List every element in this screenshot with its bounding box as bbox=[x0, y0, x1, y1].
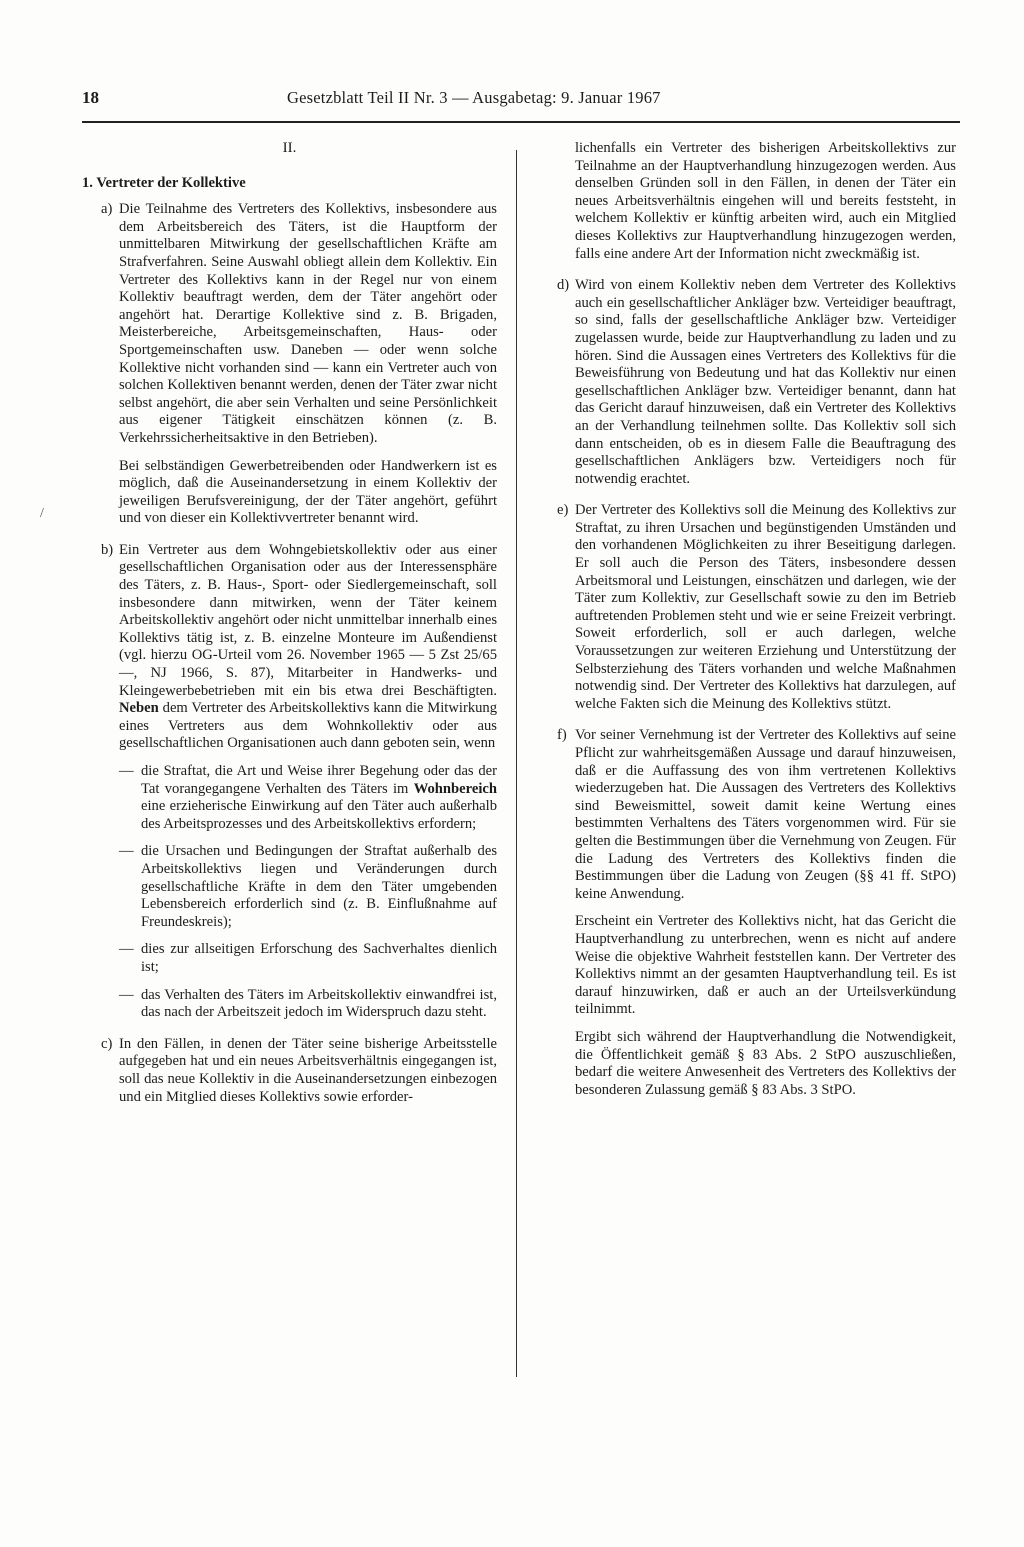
item-label: d) bbox=[557, 277, 570, 294]
item-c bbox=[82, 1036, 497, 1106]
item-d bbox=[538, 277, 956, 488]
dash-list-item bbox=[119, 941, 497, 976]
bold-text: Neben bbox=[119, 700, 159, 717]
paragraph: In den Fällen, in denen der Täter seine bisherige Arbeitsstelle aufgegeben hat und ein neues Arbeitsverhältnis eingegangen ist, soll das neue Kollektiv in die Auseinandersetzungen einbezogen und ein Mitglied dieses Kollektivs sowie erforder- bbox=[119, 1035, 497, 1105]
dash-bullet: — bbox=[119, 843, 134, 860]
running-title: Gesetzblatt Teil II Nr. 3 — Ausgabetag: 9. Januar 1967 bbox=[287, 88, 661, 107]
text-run: Ein Vertreter aus dem Wohngebietskollektiv oder aus einer gesellschaftlichen Organisation oder aus der Interessensphäre des Täters, z. B. Haus-, Sport- oder Siedlergemeinschaft, soll insbesondere dann mitwirken, wenn der Täter keinem Arbeitskollektiv angehört oder nicht unmittelbar innerhalb eines Kollektivs tätig ist, z. B. einzelne Monteure im Außendienst (vgl. hierzu OG-Urteil vom 26. November 1965 — 5 Zst 25/65 —, NJ 1966, S. 87), Mitarbeiter in Handwerks- und Kleingewerbebetrieben mit ein bis etwa drei Beschäftigten. bbox=[119, 541, 497, 699]
margin-mark: / bbox=[40, 506, 44, 521]
column-divider bbox=[516, 150, 517, 1377]
item-label: b) bbox=[101, 541, 114, 558]
item-label: c) bbox=[101, 1035, 113, 1052]
dash-bullet: — bbox=[119, 941, 134, 958]
dash-list-item bbox=[119, 763, 497, 833]
paragraph: Ergibt sich während der Hauptverhandlung die Notwendigkeit, die Öffentlichkeit gemäß § 83 Abs. 2 StPO auszuschließen, bedarf die weitere Anwesenheit des Vertreters des Kollektivs der besonderen Zulassung gemäß § 83 Abs. 3 StPO. bbox=[575, 1028, 956, 1098]
paragraph: Die Teilnahme des Vertreters des Kollektivs, insbesondere aus dem Arbeitsbereich des Täters, ist die Hauptform der unmittelbaren Mitwirkung der gesellschaftlichen Kräfte am Strafverfahren. Seine Auswahl obliegt allein dem Kollektiv. Ein Vertreter des Kollektivs kann in der Regel nur von einem Kollektiv beauftragt werden, dem der Täter angehört oder angehört hat. Derartige Kollektive sind z. B. Brigaden, Meisterbereiche, Arbeitsgemeinschaften, Haus- oder Sportgemeinschaften usw. Daneben — oder wenn solche Kollektive nicht vorhanden sind — kann ein Vertreter auch von solchen Kollektiven benannt werden, denen der Täter zwar nicht selbst angehört, die aber sein Verhalten und seine Persönlichkeit aus eigener Tätigkeit einschätzen können (z. B. Verkehrssicherheitsaktive in den Betrieben). bbox=[119, 201, 497, 446]
item-e bbox=[538, 502, 956, 713]
header-rule bbox=[82, 121, 960, 123]
section-heading: 1. Vertreter der Kollektive bbox=[82, 174, 246, 191]
text-run: eine erzieherische Einwirkung auf den Täter auch außerhalb des Arbeitsprozesses und des Arbeitskollektivs erfordern; bbox=[141, 798, 497, 832]
spacer bbox=[538, 713, 956, 727]
paragraph: lichenfalls ein Vertreter des bisherigen Arbeitskollektivs zur Teilnahme an der Hauptverhandlung hinzugezogen werden. Aus denselben Gründen soll in den Fällen, in denen der Täter ein neues Arbeitsverhältnis eingehen will und bereits feststeht, in welchem Kollektiv er künftig arbeiten wird, auch ein Mitglied dieses Kollektivs zur Hauptverhandlung hinzugezogen werden, falls eine andere Art der Information nicht zweckmäßig ist. bbox=[575, 140, 956, 262]
dash-list-item bbox=[119, 987, 497, 1022]
paragraph: Der Vertreter des Kollektivs soll die Meinung des Kollektivs zur Straftat, zu ihren Ursachen und begünstigenden Umständen und den vorhandenen Möglichkeiten zu ihrer Beseitigung darlegen. Er soll auch die Person des Täters, insbesondere dessen Arbeitsmoral und Leistungen, einschätzen und darlegen, wie der Täter zum Kollektiv, zur Gesellschaft sowie zu den im Betrieb auftretenden Problemen steht und wie er seine Freizeit verbringt. Soweit erforderlich, soll er auch darlegen, welche Voraussetzungen zur weiteren Erziehung und Unterstützung der Selbsterziehung des Täters vorhanden und welche Maßnahmen notwendig sind. Der Vertreter des Kollektivs hat darzulegen, auf welche Fakten sich die Meinung des Kollektivs stützt. bbox=[575, 502, 956, 712]
page-header bbox=[82, 88, 958, 112]
item-label: a) bbox=[101, 201, 113, 218]
paragraph: Vor seiner Vernehmung ist der Vertreter des Kollektivs auf seine Pflicht zur wahrheitsgemäßen Aussage und darauf hinzuweisen, daß er die Auffassung des von ihm vertretenen Kollektivs wiederzugeben hat. Die Aussagen des Vertreters des Kollektivs sind Beweismittel, soweit damit keine Wertung eines bestimmten Verhaltens des Täters vorgenommen wird. Für sie gelten die Bestimmungen über die Vernehmung von Zeugen. Für die Ladung des Vertreters des Kollektivs finden die Bestimmungen über die Ladung von Zeugen (§§ 41 ff. StPO) keine Anwendung. bbox=[575, 727, 956, 902]
spacer bbox=[538, 488, 956, 502]
item-b bbox=[82, 542, 497, 1022]
section-number: II. bbox=[282, 140, 297, 156]
page-number: 18 bbox=[82, 88, 99, 107]
paragraph: Bei selbständigen Gewerbetreibenden oder Handwerkern ist es möglich, daß die Auseinandersetzung in einem Kollektiv der jeweiligen Berufsvereinigung, der der Täter angehört, geführt und von dieser ein Kollektivvertreter benannt wird. bbox=[119, 457, 497, 527]
item-f bbox=[538, 727, 956, 1099]
paragraph: die Ursachen und Bedingungen der Straftat außerhalb des Arbeitskollektivs liegen und Veränderungen durch gesellschaftliche Kräfte in dem den Täter umgebenden Lebensbereich erforderlich sind (z. B. Einflußnahme auf Freundeskreis); bbox=[141, 843, 497, 930]
paragraph bbox=[119, 542, 497, 753]
item-label: f) bbox=[557, 727, 567, 744]
spacer bbox=[538, 263, 956, 277]
dash-bullet: — bbox=[119, 763, 134, 779]
text-run: die Straftat, die Art und Weise ihrer Begehung oder das der Tat vorangegangene Verhalten des Täters im bbox=[141, 763, 497, 797]
spacer bbox=[82, 528, 497, 542]
paragraph: Wird von einem Kollektiv neben dem Vertreter des Kollektivs auch ein gesellschaftlicher Ankläger bzw. Verteidiger beauftragt, so sind, falls der gesellschaftliche Ankläger bzw. Verteidiger zugelassen wurde, beide zur Hauptverhandlung zu laden und zu hören. Sind die Aussagen eines Vertreters des Kollektivs für die Beweisführung von Bedeutung und hat das Kollektiv nur einen gesellschaftlichen Ankläger bzw. Verteidiger benannt, dann hat das Gericht darauf hinzuweisen, daß ein Vertreter des Kollektivs an der Verhandlung teilnehmen sollte. Das Kollektiv soll sich dann entscheiden, ob es in diesem Falle die Beauftragung des gesellschaftlichen Anklägers bzw. Verteidigers noch für notwendig erachtet. bbox=[575, 277, 956, 487]
right-column bbox=[538, 140, 956, 1099]
paragraph bbox=[141, 763, 497, 833]
paragraph: das Verhalten des Täters im Arbeitskollektiv einwandfrei ist, das nach der Arbeitszeit jedoch im Widerspruch dazu steht. bbox=[141, 986, 497, 1021]
left-column bbox=[82, 140, 497, 1106]
text-run: dem Vertreter des Arbeitskollektivs kann die Mitwirkung eines Vertreters aus dem Wohnkollektiv oder aus gesellschaftlichen Organisationen auch dann geboten sein, wenn bbox=[119, 700, 498, 752]
paragraph: dies zur allseitigen Erforschung des Sachverhaltes dienlich ist; bbox=[141, 941, 497, 975]
bold-text: Wohnbereich bbox=[413, 780, 497, 797]
item-label: e) bbox=[557, 502, 569, 519]
spacer bbox=[82, 1022, 497, 1036]
item-c-continued bbox=[538, 140, 956, 263]
dash-list-item bbox=[119, 843, 497, 931]
dash-bullet: — bbox=[119, 986, 134, 1003]
item-a bbox=[82, 201, 497, 528]
paragraph: Erscheint ein Vertreter des Kollektivs nicht, hat das Gericht die Hauptverhandlung zu unterbrechen, wenn es nicht auf andere Weise die objektive Wahrheit feststellen kann. Der Vertreter des Kollektivs nimmt an der gesamten Hauptverhandlung teil. Es ist darauf hinzuwirken, daß er auch an der Urteilsverkündung teilnimmt. bbox=[575, 913, 956, 1018]
